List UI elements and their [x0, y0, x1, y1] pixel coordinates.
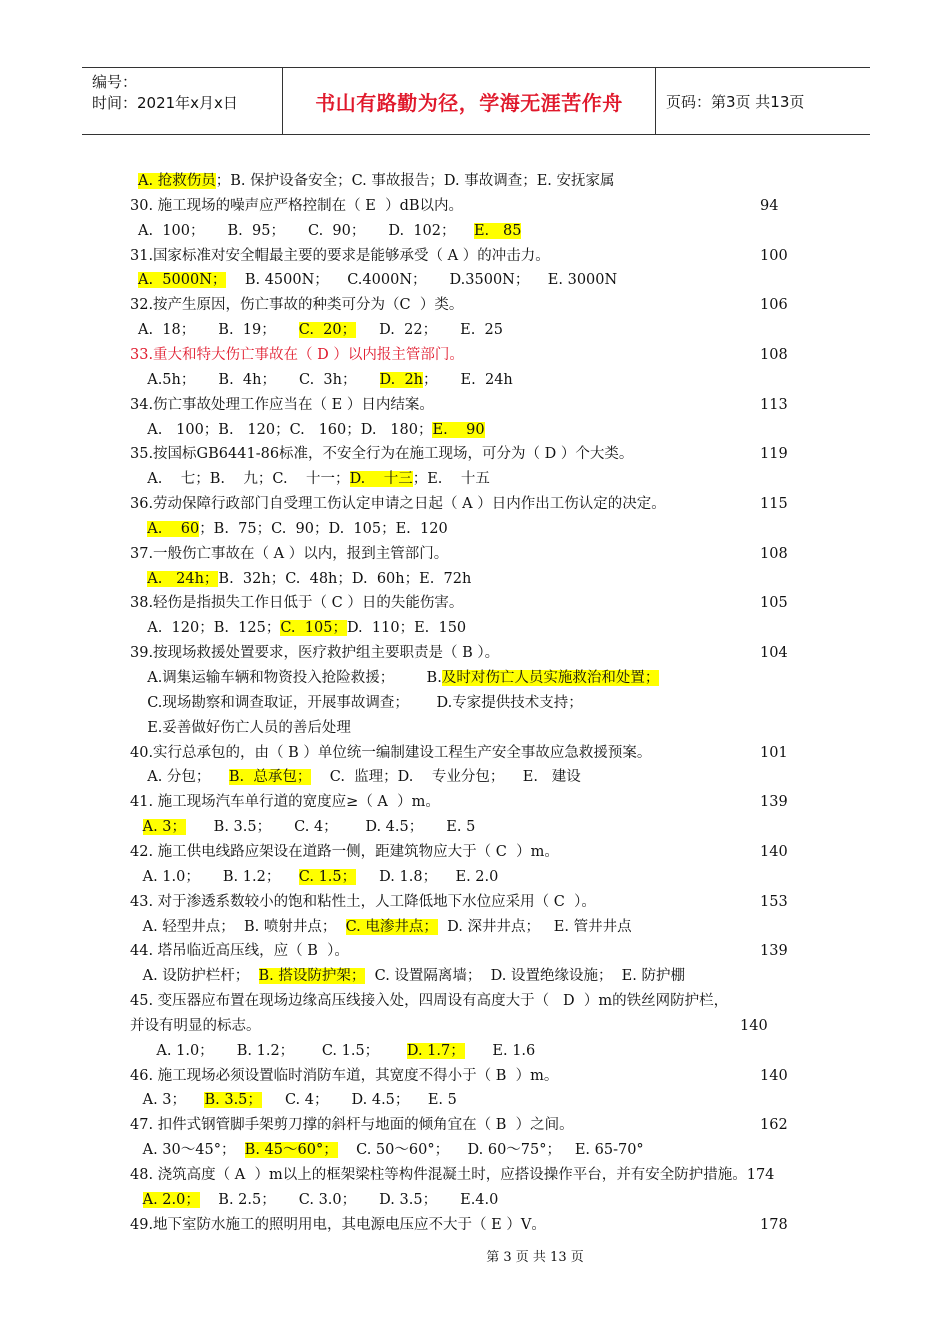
text-line — [138, 369, 513, 391]
highlighted-answer: D. 2h — [379, 371, 424, 388]
text-line — [130, 344, 464, 366]
text-line — [130, 791, 440, 813]
text-line — [130, 742, 651, 764]
text-segment: B. 3.5； C. 4； D. 4.5； E. 5 — [186, 819, 476, 836]
text-segment: A. 七；B. 九；C. 十一； — [138, 471, 350, 488]
text-line — [138, 419, 485, 441]
text-line — [130, 1065, 558, 1087]
text-segment: A.调集运输车辆和物资投入抢险救援； B. — [138, 670, 442, 686]
text-segment: A. 18； B. 19； — [138, 322, 299, 339]
text-segment: ；E. 十五 — [412, 471, 490, 488]
reference-page-number: 108 — [760, 545, 788, 562]
reference-page-number: 153 — [760, 893, 788, 910]
date-label: 时间：2021年x月x日 — [92, 94, 238, 112]
text-segment: B. 32h；C. 48h；D. 60h；E. 72h — [218, 570, 472, 587]
highlighted-answer: C. 105； — [280, 620, 347, 637]
text-segment: A. 分包； — [138, 769, 229, 786]
reference-page-number: 104 — [760, 645, 788, 662]
reference-page-number: 119 — [760, 446, 788, 463]
text-segment: D. 1.8； E. 2.0 — [356, 868, 499, 885]
reference-page-number: 105 — [760, 595, 788, 612]
text-segment: A. 轻型井点； B. 喷射井点； — [138, 918, 346, 935]
text-line — [130, 294, 463, 316]
text-line — [130, 443, 633, 465]
text-segment: D. 深井井点； E. 管井井点 — [437, 918, 632, 935]
text-line — [130, 841, 559, 863]
reference-page-number: 113 — [760, 396, 788, 413]
text-segment: 37.一般伤亡事故在（ A ）以内，报到主管部门。 — [130, 545, 449, 562]
text-line — [130, 592, 463, 614]
reference-page-number: 139 — [760, 943, 788, 960]
text-segment: 46. 施工现场必须设置临时消防车道，其宽度不得小于（ B ）m。 — [130, 1067, 559, 1084]
highlighted-answer: A. 24h； — [147, 570, 219, 587]
reference-page-number: 108 — [760, 346, 788, 363]
text-segment: 42. 施工供电线路应架设在道路一侧，距建筑物应大于（ C ）m。 — [130, 843, 559, 860]
motto: 书山有路勤为径，学海无涯苦作舟 — [283, 68, 656, 134]
text-line — [138, 1040, 535, 1062]
text-segment: 38.轻伤是指损失工作日低于（ C ）日的失能伤害。 — [130, 595, 464, 612]
text-line — [138, 617, 466, 639]
text-line — [130, 1114, 574, 1136]
text-segment: 49.地下室防水施工的照明用电，其电源电压应不大于（ E ）V。 — [130, 1216, 546, 1233]
text-segment: A. 1.0； B. 1.2； C. 1.5； — [138, 1042, 407, 1059]
text-segment: A. 30～45°； — [138, 1142, 245, 1159]
page-footer: 第 3 页 共 13 页 — [486, 1250, 584, 1265]
reference-page-number: 100 — [760, 247, 788, 264]
text-segment: 35.按国标GB6441-86标准，不安全行为在施工现场，可分为（ D ）个大类。 — [130, 446, 634, 463]
text-line — [130, 940, 349, 962]
highlighted-answer: A. 60 — [147, 520, 200, 537]
text-segment: 34.伤亡事故处理工作应当在（ E ）日内结案。 — [130, 396, 434, 413]
text-segment: B. 4500N； C.4000N； D.3500N； E. 3000N — [226, 272, 618, 289]
highlighted-answer: A. 抢救伤员 — [138, 173, 216, 189]
text-segment: 并设有明显的标志。 — [130, 1017, 261, 1034]
text-line — [130, 493, 666, 515]
text-line — [130, 642, 499, 664]
text-segment — [138, 571, 147, 587]
reference-page-number: 139 — [760, 794, 788, 811]
text-line — [138, 220, 521, 242]
reference-page-number: 94 — [760, 197, 779, 214]
text-line — [130, 1214, 546, 1236]
reference-page-number: 106 — [760, 297, 788, 314]
text-segment: 31.国家标准对安全帽最主要的要求是能够承受（ A ）的冲击力。 — [130, 247, 550, 264]
text-segment: 47. 扣件式钢管脚手架剪刀撑的斜杆与地面的倾角宜在（ B ）之间。 — [130, 1117, 574, 1134]
reference-page-number: 115 — [760, 496, 788, 513]
text-line — [138, 269, 617, 291]
text-segment: A. 100；B. 120；C. 160；D. 180； — [138, 421, 433, 438]
text-segment: 32.按产生原因，伤亡事故的种类可分为（C ）类。 — [130, 297, 464, 314]
text-line — [138, 1189, 498, 1211]
text-segment: 48. 浇筑高度（ A ）m以上的框架梁柱等构件混凝土时，应搭设操作平台，并有安全防护措施。174 — [130, 1167, 775, 1183]
text-segment: ；B. 保护设备安全；C. 事故报告；D. 事故调查；E. 安抚家属 — [215, 173, 615, 189]
text-segment: 30. 施工现场的噪声应严格控制在（ E ）dB以内。 — [130, 197, 464, 214]
text-line — [138, 1139, 644, 1161]
text-line — [138, 692, 583, 714]
text-segment: E.妥善做好伤亡人员的善后处理 — [138, 719, 351, 736]
text-line — [130, 1015, 261, 1037]
text-segment — [138, 1192, 143, 1208]
text-segment: 43. 对于渗透系数较小的饱和粘性土，人工降低地下水位应采用（ C ）。 — [130, 893, 596, 910]
text-segment — [138, 521, 147, 537]
text-segment: 44. 塔吊临近高压线，应（ B ）。 — [130, 943, 349, 960]
highlighted-answer: C. 电渗井点； — [345, 918, 438, 935]
text-segment: C. 设置隔离墙； D. 设置绝缘设施； E. 防护棚 — [365, 968, 685, 985]
code-label: 编号： — [92, 73, 138, 91]
text-line — [130, 891, 596, 913]
reference-page-number: 101 — [760, 744, 788, 761]
text-line — [138, 319, 503, 341]
highlighted-answer: B. 45～60°； — [244, 1142, 338, 1159]
highlighted-answer: C. 20； — [298, 322, 357, 339]
text-segment — [138, 819, 143, 835]
text-line — [138, 916, 632, 938]
text-line — [130, 1164, 774, 1186]
text-segment: 41. 施工现场汽车单行道的宽度应≥（ A ）m。 — [130, 794, 440, 811]
reference-page-number: 140 — [760, 1067, 788, 1084]
text-segment: 36.劳动保障行政部门自受理工伤认定申请之日起（ A ）日内作出工伤认定的决定。 — [130, 496, 666, 513]
text-line — [130, 990, 728, 1012]
reference-page-number: 162 — [760, 1117, 788, 1134]
highlighted-answer: 及时对伤亡人员实施救治和处置； — [441, 670, 660, 686]
page-header — [82, 67, 870, 135]
text-line — [130, 543, 448, 565]
text-segment: E. 1.6 — [464, 1042, 536, 1059]
text-segment: ； E. 24h — [423, 371, 513, 388]
text-segment: C.现场勘察和调查取证，开展事故调查； D.专家提供技术支持； — [138, 694, 583, 711]
highlighted-answer: D. 十三 — [349, 471, 413, 488]
highlighted-answer: D. 1.7； — [406, 1042, 465, 1059]
reference-page-number: 140 — [760, 843, 788, 860]
text-segment: A. 设防护栏杆； — [138, 968, 259, 985]
text-line — [138, 1089, 457, 1111]
highlighted-answer: B. 总承包； — [228, 769, 312, 786]
text-line — [138, 717, 351, 739]
text-line — [130, 245, 550, 267]
text-segment: A.5h； B. 4h； C. 3h； — [138, 371, 380, 388]
text-line — [138, 816, 475, 838]
text-line — [138, 766, 581, 788]
text-segment: D. 22； E. 25 — [356, 322, 503, 339]
text-segment: C. 50～60°； D. 60～75°； E. 65-70° — [337, 1142, 644, 1159]
highlighted-answer: A. 5000N； — [138, 272, 227, 289]
highlighted-answer: A. 2.0； — [142, 1191, 200, 1208]
text-segment: B. 2.5； C. 3.0； D. 3.5； E.4.0 — [199, 1191, 499, 1208]
highlighted-answer: B. 3.5； — [204, 1092, 262, 1109]
text-line — [138, 866, 498, 888]
highlighted-answer: A. 3； — [142, 819, 187, 836]
text-segment: 39.按现场救援处置要求，医疗救护组主要职责是（ B ）。 — [130, 645, 500, 662]
text-segment: 40.实行总承包的，由（ B ）单位统一编制建设工程生产安全事故应急救援预案。 — [130, 744, 652, 761]
text-segment: 33.重大和特大伤亡事故在（ D ）以内报主管部门。 — [130, 346, 464, 363]
text-line — [138, 518, 448, 540]
text-segment: A. 100； B. 95； C. 90； D. 102； — [138, 222, 474, 239]
text-segment: 45. 变压器应布置在现场边缘高压线接入处，四周设有高度大于（ D ）m的铁丝网防护栏， — [130, 993, 729, 1010]
text-line — [138, 568, 471, 590]
page-info: 页码：第3页 共13页 — [666, 92, 805, 111]
text-line — [138, 965, 685, 987]
highlighted-answer: E. 85 — [473, 222, 522, 239]
highlighted-answer: C. 1.5； — [298, 868, 357, 885]
text-line — [130, 394, 434, 416]
reference-page-number: 178 — [760, 1216, 788, 1233]
text-line — [138, 468, 490, 490]
text-segment: C. 4； D. 4.5； E. 5 — [261, 1092, 457, 1109]
text-segment: C. 监理；D. 专业分包； E. 建设 — [311, 769, 581, 786]
text-segment: A. 120；B. 125； — [138, 620, 281, 637]
text-segment: A. 3； — [138, 1092, 205, 1109]
highlighted-answer: B. 搭设防护架； — [258, 968, 366, 985]
text-segment: A. 1.0； B. 1.2； — [138, 868, 299, 885]
text-line — [138, 170, 615, 192]
text-line — [130, 195, 463, 217]
text-segment: D. 110；E. 150 — [346, 620, 467, 637]
reference-page-number: 140 — [740, 1017, 768, 1034]
header-left-cell — [82, 68, 283, 134]
highlighted-answer: E. 90 — [432, 421, 485, 438]
text-segment: ；B. 75；C. 90；D. 105；E. 120 — [199, 520, 448, 537]
text-line — [138, 667, 659, 689]
